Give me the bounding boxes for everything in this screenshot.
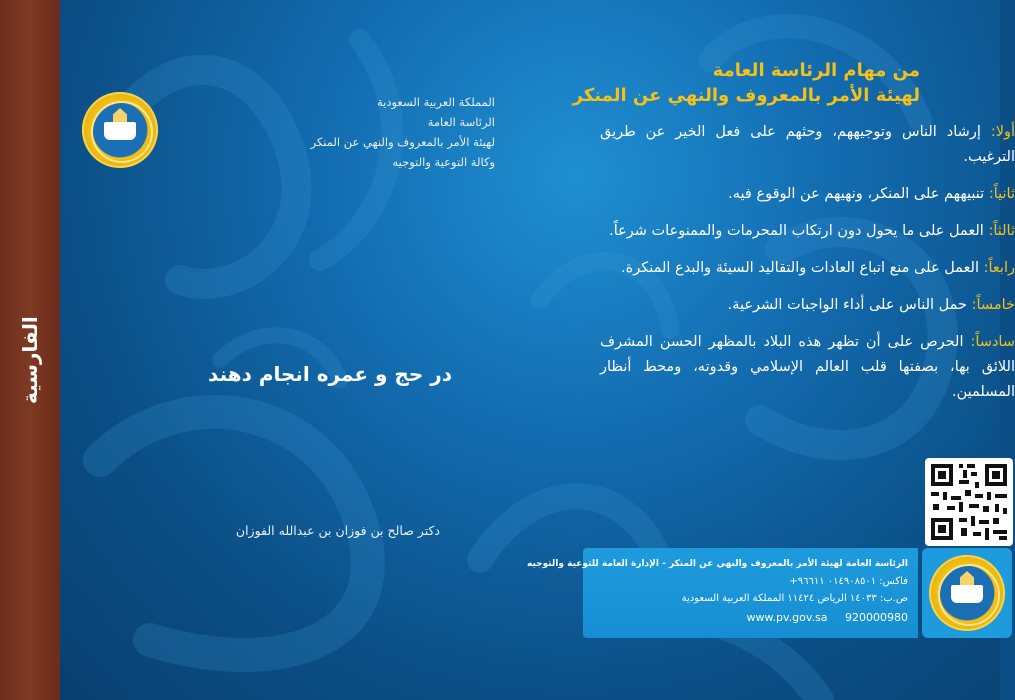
task-label: خامساً: <box>971 297 1015 313</box>
issuer-header <box>265 92 495 172</box>
contact-org: الرئاسة العامة لهيئة الأمر بالمعروف والنهي عن المنكر - الإدارة العامة للتوعية والتوجيه <box>526 559 908 569</box>
tasks-heading-line-2: لهيئة الأمر بالمعروف والنهي عن المنكر <box>572 85 920 106</box>
authority-seal-logo <box>82 92 158 168</box>
task-item <box>600 293 1015 318</box>
task-label: ثالثاً: <box>988 223 1015 239</box>
spine-language-label: الفارسية <box>18 316 42 404</box>
footer-logo-box <box>922 548 1012 638</box>
book-spine <box>0 0 60 700</box>
task-label: سادساً: <box>970 334 1015 350</box>
task-item <box>600 182 1015 207</box>
task-text: العمل على ما يحول دون ارتكاب المحرمات والممنوعات شرعاً. <box>609 223 989 239</box>
contact-details <box>526 556 908 626</box>
task-item <box>600 219 1015 244</box>
book-author: دكتر صالح بن فوزان بن عبدالله الفوزان <box>235 523 440 538</box>
task-text: تنبيههم على المنكر، ونهيهم عن الوقوع فيه. <box>728 186 989 202</box>
tasks-heading <box>572 58 920 108</box>
contact-website-link[interactable]: www.pv.gov.sa <box>746 611 828 624</box>
contact-web-row <box>590 609 908 626</box>
qr-code[interactable] <box>925 458 1013 546</box>
book-title: در حج و عمره انجام دهند <box>208 362 452 386</box>
task-text: حمل الناس على أداء الواجبات الشرعية. <box>727 297 972 313</box>
task-label: أولا: <box>990 124 1015 140</box>
task-text: إرشاد الناس وتوجيههم، وحثهم على فعل الخير عن طريق الترغيب. <box>600 124 1015 165</box>
seal-book-shape <box>104 122 136 140</box>
header-line-country: المملكة العربية السعودية <box>377 95 495 109</box>
contact-box <box>526 548 918 638</box>
cover-panel <box>60 0 1015 700</box>
contact-phone: 920000980 <box>845 611 908 624</box>
header-line-agency: وكالة التوعية والتوجيه <box>392 155 495 169</box>
footer-seal-logo <box>929 555 1005 631</box>
header-line-commission: لهيئة الأمر بالمعروف والنهي عن المنكر <box>310 135 495 149</box>
tasks-list <box>600 120 1015 417</box>
tasks-heading-line-1: من مهام الرئاسة العامة <box>712 60 920 81</box>
task-item <box>600 256 1015 281</box>
task-item <box>600 330 1015 405</box>
task-label: ثانياً: <box>988 186 1015 202</box>
seal-book-shape <box>951 585 983 603</box>
header-line-presidency: الرئاسة العامة <box>427 115 495 129</box>
qr-code-pattern <box>925 458 1013 546</box>
task-label: رابعاً: <box>983 260 1015 276</box>
task-text: الحرص على أن تظهر هذه البلاد بالمظهر الحسن المشرف اللائق بها، بصفتها قلب العالم الإسلامي وقدوته، ومحط أنظار المسلمين. <box>600 334 1015 400</box>
task-item <box>600 120 1015 170</box>
task-text: العمل على منع اتباع العادات والتقاليد السيئة والبدع المنكرة. <box>621 260 984 276</box>
contact-fax: فاكس: ٠١٤٩٠٨٥٠١ ٩٦٦١١+ <box>789 576 908 587</box>
contact-address: ص.ب: ١٤٠٣٣ الرياض ١١٤٢٤ المملكة العربية السعودية <box>681 593 908 604</box>
